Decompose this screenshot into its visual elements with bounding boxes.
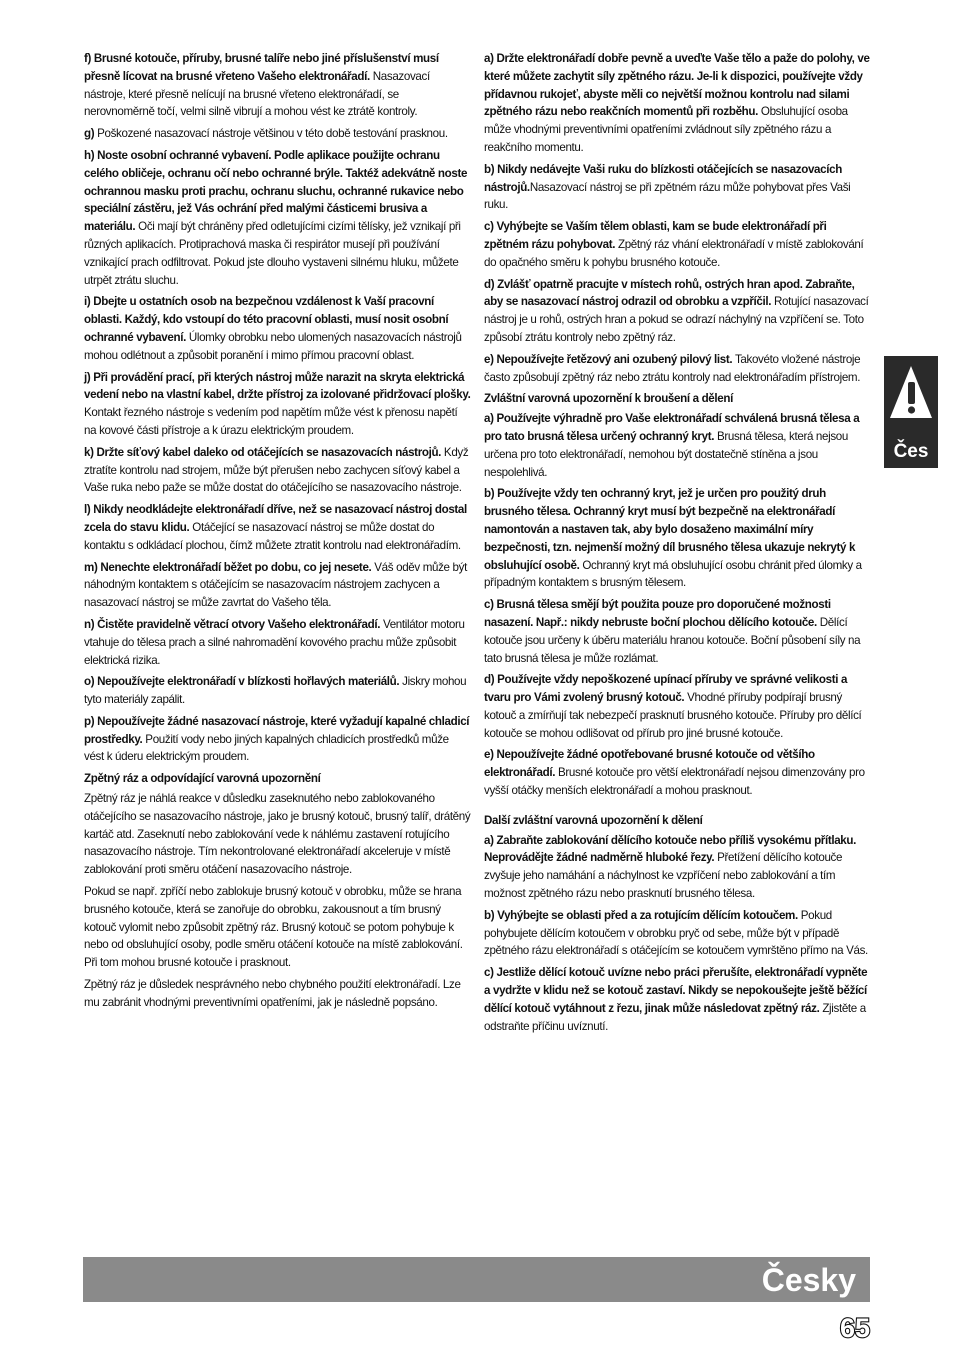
paragraph-text: Jiskry mohou tyto materiály zapálit. bbox=[84, 675, 467, 707]
paragraph-text: Zpětný ráz vhání elektronářadí v místě zablokování do opačného směru k pohybu brusného kotouče. bbox=[484, 237, 864, 269]
paragraph-lead: a) Držte elektronářadí dobře pevně a uveďte Vaše tělo a paže do polohy, ve které můžete zachytit síly zpětného rázu. Je-li k dispozici, používejte vždy přídavnou rukojeť, abyste měli co největší možnou kontrolu nad silami zpětného rázu nebo reakčních momentů při rozběhu. bbox=[484, 52, 870, 119]
paragraph bbox=[484, 276, 871, 347]
paragraph-lead: g) bbox=[84, 127, 95, 141]
paragraph-text: Nasazovací nástroj se při zpětném rázu může pohybovat přes Vaši ruku. bbox=[484, 180, 851, 212]
paragraph bbox=[484, 671, 871, 742]
paragraph-lead: k) Držte síťový kabel daleko od otáčejících se nasazovacích nástrojů. bbox=[84, 445, 442, 459]
paragraph-lead: d) Zvlášť opatrně pracujte v místech rohů, ostrých hran apod. Zabraňte, aby se nasazovací nástroj odrazil od obrobku a vzpříčil. bbox=[484, 277, 855, 309]
paragraph bbox=[484, 746, 871, 799]
paragraph-lead: c) Brusná tělesa smějí být použita pouze pro doporučené možnosti nasazení. Např.: nikdy nebruste boční plochou dělícího kotouče. bbox=[484, 598, 831, 629]
paragraph bbox=[84, 125, 471, 143]
paragraph-text: Pokud se např. zpříčí nebo zablokuje brusný kotouč v obrobku, může se hrana brusného kotouče, která se zanořuje do obrobku, zakousnout a tím brusný kotouč vylomit nebo způsobit zpětný ráz. Brusný kotouč se potom pohybuje k nebo od obsluhující osoby, podle směru otáčení kotouče na místě zablokování. Při tom mohou brusné kotouče i prasknout. bbox=[84, 885, 463, 970]
paragraph-text: Kontakt řezného nástroje s vedením pod napětím může vést k přenosu napětí na kovové části přístroje a k úrazu elektrickým proudem. bbox=[84, 406, 458, 437]
paragraph-lead: b) Vyhýbejte se oblasti před a za rotujícím dělícím kotoučem. bbox=[484, 908, 798, 922]
language-tab-label: Čes bbox=[893, 441, 929, 462]
paragraph-text: Zpětný ráz je důsledek nesprávného nebo chybného použití elektronářadí. Lze mu zabránit vhodnými preventivními opatřeními, jak je následně popsáno. bbox=[84, 978, 461, 1009]
section-heading: Další zvláštní varovná upozornění k dělení bbox=[484, 813, 703, 827]
language-bar bbox=[83, 1257, 870, 1302]
paragraph-lead: o) Nepoužívejte elektronářadí v blízkosti hořlavých materiálů. bbox=[84, 675, 400, 689]
paragraph-text: Použití vody nebo jiných kapalných chladicích prostředků může vést k úderu elektrickým proudem. bbox=[84, 732, 449, 764]
language-tab bbox=[884, 356, 938, 468]
paragraph bbox=[484, 907, 871, 960]
paragraph-text: Úlomky obrobku nebo ulomených nasazovacích nástrojů mohou odlétnout a způsobit poranění i mimo přímou pracovní oblast. bbox=[84, 330, 462, 362]
language-title: Česky bbox=[761, 1262, 856, 1298]
paragraph-text: Poškozené nasazovací nástroje většinou v této době testování prasknou. bbox=[94, 127, 448, 141]
paragraph-text: Když ztratíte kontrolu nad strojem, může být přerušen nebo zachycen síťový kabel a Vaše ruka nebo paže se může dostat do otáčejícího se nasazovacího nástroje. bbox=[84, 445, 469, 495]
paragraph-lead: j) Při provádění prací, při kterých nástroj může narazit na skryta elektrická vedení nebo na vlastní kabel, držte přístroj za izolované přidržovací plošky. bbox=[84, 370, 471, 402]
paragraph bbox=[84, 501, 471, 554]
paragraph-lead: h) Noste osobní ochranné vybavení. Podle aplikace použijte ochranu celého obličeje, ochranu očí nebo ochranné brýle. Taktéž adekvátně noste ochrannou masku proti prachu, ochranu sluchu, ochranné rukavice nebo speciální zástěru, jež Vás ochrání před malými částicemi brusiva a materiálu. bbox=[84, 148, 468, 234]
paragraph-lead: f) Brusné kotouče, příruby, brusné talíře nebo jiné příslušenství musí přesně lícovat na brusné vřeteno Vašeho elektronářadí. bbox=[84, 52, 439, 83]
paragraph-lead: c) Vyhýbejte se Vaším tělem oblasti, kam se bude elektronářadí při zpětném rázu pohybovat. bbox=[484, 220, 827, 251]
paragraph bbox=[84, 673, 471, 709]
paragraph-text: Rotující nasazovací nástroj je u rohů, ostrých hran a pokud se odrazí náchylný na vzpříčení se. Toto způsobí ztrátu kontroly nebo zpětný ráz. bbox=[484, 295, 869, 344]
paragraph bbox=[484, 964, 871, 1035]
paragraph-text: Brusné kotouče pro větší elektronářadí nejsou dimenzovány pro vyšší otáčky menších elektronářadí a mohou prasknout. bbox=[484, 766, 865, 798]
paragraph-text: Brusná tělesa, která nejsou určena pro toto elektronářadí, nemohou být dostatečně stíněna a jsou nespolehlivá. bbox=[484, 429, 848, 479]
paragraph-text: Obsluhující osoba může vhodnými preventivními opatřeními zvládnout síly zpětného rázu a reakčního momentu. bbox=[484, 105, 848, 154]
paragraph-lead: i) Dbejte u ostatních osob na bezpečnou vzdálenost k Vaší pracovní oblasti. Každý, kdo vstoupí do této pracovní oblasti, musí nosit osobní ochranné vybavení. bbox=[84, 295, 449, 344]
warning-icon bbox=[888, 362, 934, 424]
paragraph bbox=[484, 485, 871, 592]
paragraph-lead: b) Nikdy nedávejte Vaši ruku do blízkosti otáčejících se nasazovacích nástrojů. bbox=[484, 162, 842, 194]
paragraph-text: Váš oděv může být náhodným kontaktem s otáčejícím se nasazovacím nástrojem zachycen a nasazovací nástroj se může zavrtat do Vašeho těla. bbox=[84, 560, 467, 610]
paragraph-lead: n) Čistěte pravidelně větrací otvory Vašeho elektronářadí. bbox=[84, 617, 381, 631]
paragraph-text: Zjistěte a odstraňte příčinu uvíznutí. bbox=[484, 1001, 866, 1033]
paragraph-text: Vhodné příruby podpírají brusný kotouč a zmírňují tak nebezpečí prasknutí brusného kotouče. Příruby pro dělící kotouče se mohou odlišovat od přírub pro jiné brusné kotouče. bbox=[484, 691, 862, 740]
paragraph bbox=[84, 713, 471, 766]
paragraph bbox=[484, 50, 871, 157]
paragraph bbox=[84, 976, 471, 1012]
paragraph bbox=[84, 369, 471, 440]
right-column bbox=[484, 50, 871, 1039]
paragraph bbox=[484, 218, 871, 271]
paragraph bbox=[484, 161, 871, 214]
paragraph-lead: l) Nikdy neodkládejte elektronářadí dříve, než se nasazovací nástroj dostal zcela do stavu klidu. bbox=[84, 503, 467, 534]
paragraph bbox=[484, 596, 871, 667]
paragraph-text: Dělící kotouče jsou určeny k úběru materiálu hranou kotouče. Boční působení síly na tato brusná tělesa je může rozlámat. bbox=[484, 615, 861, 665]
paragraph-text: Pokud pohybujete dělícím kotoučem v obrobku pryč od sebe, může být v případě zpětného rázu elektronářadí s otáčejícím se kotoučem vymrštěno přímo na Vás. bbox=[484, 908, 868, 958]
paragraph bbox=[484, 351, 871, 387]
paragraph-lead: a) Zabraňte zablokování dělícího kotouče nebo příliš vysokému přítlaku. Neprovádějte žádné nadměrně hluboké řezy. bbox=[484, 833, 857, 865]
paragraph bbox=[84, 50, 471, 121]
paragraph bbox=[84, 883, 471, 972]
paragraph bbox=[84, 444, 471, 497]
paragraph-lead: b) Používejte vždy ten ochranný kryt, jež je určen pro použitý druh brusného tělesa. Ochranný kryt musí být bezpečně na elektronářadí namontován a nastaven tak, aby bylo dosaženo maximální míry bezpečnosti, tzn. nejmenší možný díl brusného tělesa ukazuje nekrytý k obsluhující osobě. bbox=[484, 487, 856, 572]
paragraph-lead: a) Používejte výhradně pro Vaše elektronářadí schválená brusná tělesa a pro tato brusná tělesa určený ochranný kryt. bbox=[484, 412, 860, 443]
paragraph-text: Ventilátor motoru vtahuje do tělesa prach a silné nahromadění kovového prachu může způsobit elektrická rizika. bbox=[84, 617, 465, 667]
paragraph-lead: m) Nenechte elektronářadí běžet po dobu, co jej nesete. bbox=[84, 560, 372, 574]
paragraph-lead: d) Používejte vždy nepoškozené upínací příruby ve správné velikosti a tvaru pro Vámi zvolený brusný kotouč. bbox=[484, 673, 848, 705]
paragraph bbox=[84, 293, 471, 364]
paragraph-text: Přetížení dělícího kotouče zvyšuje jeho namáhání a náchylnost ke vzpříčení nebo zablokování a tím možnost zpětného rázu nebo prasknutí brusného tělesa. bbox=[484, 851, 843, 901]
paragraph-text: Zpětný ráz je náhlá reakce v důsledku zaseknutého nebo zablokovaného otáčejícího se nasazovacího nástroje, jako je brusný kotouč, brusný talíř, drátěný kartáč atd. Zaseknutí nebo zablokování vede k náhlému zastavení rotujícího nasazovacího nástroje. Tím nekontrolované elektronářadí akceleruje v místě zablokování proti směru otáčení nasazovacího nástroje. bbox=[84, 792, 471, 877]
paragraph-text: Otáčející se nasazovací nástroj se může dostat do kontaktu s odkládací plochou, čímž můžete ztratit kontrolu nad elektronářadím. bbox=[84, 520, 461, 552]
paragraph bbox=[84, 559, 471, 612]
paragraph bbox=[484, 410, 871, 481]
section-heading: Zvláštní varovná upozornění k broušení a dělení bbox=[484, 392, 733, 406]
left-column bbox=[84, 50, 471, 1016]
page-number-text: 65 bbox=[839, 1313, 871, 1342]
paragraph bbox=[84, 790, 471, 879]
paragraph bbox=[84, 147, 471, 289]
paragraph-text: Nasazovací nástroje, které přesně nelícují na brusné vřeteno elektronářadí, se nerovnoměrně točí, velmi silně vibrují a mohou vést ke ztrátě kontroly. bbox=[84, 69, 430, 119]
section-heading: Zpětný ráz a odpovídající varovná upozornění bbox=[84, 772, 321, 786]
paragraph bbox=[484, 832, 871, 903]
paragraph-text: Takovéto vložené nástroje často způsobují zpětný ráz nebo ztrátu kontroly nad elektronářadím přístrojem. bbox=[484, 352, 861, 384]
paragraph-lead: c) Jestliže dělící kotouč uvízne nebo práci přerušíte, elektronářadí vypněte a vydržte v klidu než se kotouč zastaví. Nikdy se nepokoušejte ještě běžící dělící kotouč vytáhnout z řezu, jinak může následovat zpětný ráz. bbox=[484, 966, 868, 1015]
paragraph-lead: p) Nepoužívejte žádné nasazovací nástroje, které vyžadují kapalné chladicí prostředky. bbox=[84, 714, 470, 746]
paragraph-lead: e) Nepoužívejte řetězový ani ozubený pilový list. bbox=[484, 352, 733, 366]
page-number bbox=[838, 1312, 872, 1342]
paragraph-text: Oči mají být chráněny před odletujícími cizími tělísky, jež vznikají při různých aplikacích. Protiprachová maska či respirátor musejí při používání vznikající prach odfiltrovat. Pokud jste dlouho vystaveni silnému hluku, můžete utrpět ztrátu sluchu. bbox=[84, 220, 461, 287]
paragraph-lead: e) Nepoužívejte žádné opotřebované brusné kotouče od většího elektronářadí. bbox=[484, 748, 815, 780]
paragraph-text: Ochranný kryt má obsluhující osobu chránit před úlomky a případným kontaktem s brusným tělesem. bbox=[484, 558, 862, 590]
paragraph bbox=[84, 616, 471, 669]
